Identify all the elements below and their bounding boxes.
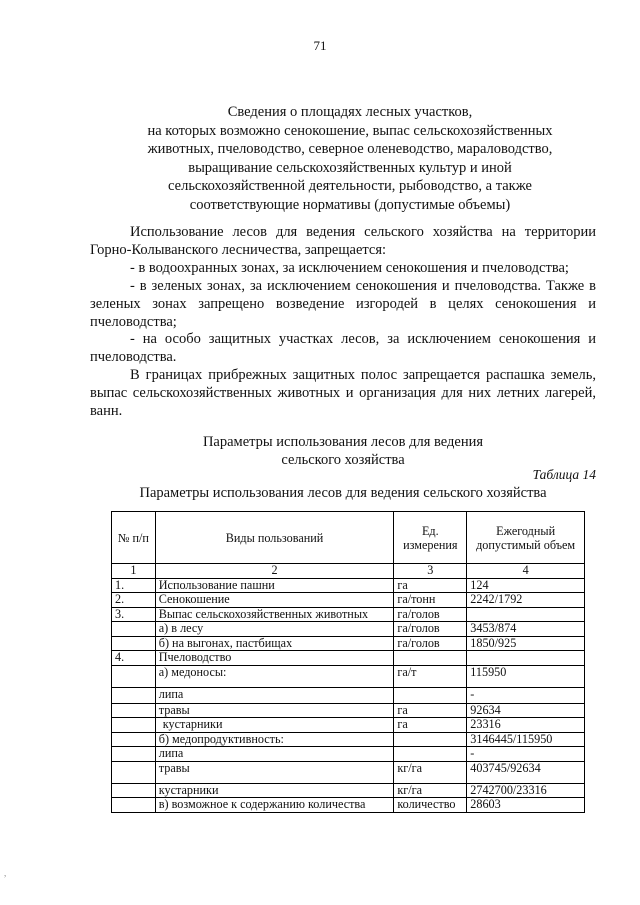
- heading-line: выращивание сельскохозяйственных культур и иной: [188, 159, 512, 176]
- section-title: [90, 433, 596, 470]
- cell-unit: га: [394, 578, 467, 593]
- cell-volume: 2742700/23316: [467, 783, 585, 798]
- cell-type: травы: [155, 761, 394, 783]
- table-row: [112, 636, 585, 651]
- cell-unit: га: [394, 718, 467, 733]
- cell-type: а) в лесу: [155, 622, 394, 637]
- cell-unit: га/голов: [394, 636, 467, 651]
- paragraph: - в зеленых зонах, за исключением сенокошения и пчеловодства. Также в зеленых зонах запрещено возведение изгородей в целях сенокошения и пчеловодства;: [90, 277, 596, 330]
- body-text: [90, 224, 596, 421]
- section-title-line: сельского хозяйства: [281, 452, 405, 469]
- cell-volume: 3453/874: [467, 622, 585, 637]
- cell-num: [112, 798, 156, 813]
- header-number: № п/п: [112, 512, 156, 564]
- cell-volume: 3146445/115950: [467, 732, 585, 747]
- table-row: [112, 607, 585, 622]
- table-row: [112, 578, 585, 593]
- heading-line: Сведения о площадях лесных участков,: [227, 104, 473, 120]
- paragraph: В границах прибрежных защитных полос запрещается распашка земель, выпас сельскохозяйственных животных и организация для них летних лагерей, ванн.: [90, 367, 596, 420]
- cell-type: липа: [155, 687, 394, 703]
- page-number: 71: [313, 38, 327, 53]
- table-row: [112, 718, 585, 733]
- cell-unit: [394, 651, 467, 666]
- cell-unit: [394, 732, 467, 747]
- table-row: [112, 651, 585, 666]
- margin-mark: ,: [4, 868, 7, 878]
- table-row: [112, 665, 585, 687]
- cell-type: Использование пашни: [155, 578, 394, 593]
- cell-type: Пчеловодство: [155, 651, 394, 666]
- table-row: [112, 747, 585, 762]
- cell-unit: га/голов: [394, 622, 467, 637]
- cell-num: [112, 732, 156, 747]
- cell-type: б) на выгонах, пастбищах: [155, 636, 394, 651]
- cell-volume: [467, 607, 585, 622]
- paragraph: - на особо защитных участках лесов, за исключением сенокошения и пчеловодства.: [90, 331, 596, 366]
- paragraph: Использование лесов для ведения сельского хозяйства на территории Горно-Колыванского лесничества, запрещается:: [90, 224, 596, 258]
- index-cell: 4: [467, 564, 585, 579]
- index-cell: 2: [155, 564, 394, 579]
- cell-volume: 124: [467, 578, 585, 593]
- cell-unit: кг/га: [394, 783, 467, 798]
- cell-num: [112, 718, 156, 733]
- table-row: [112, 761, 585, 783]
- heading-line: на которых возможно сенокошение, выпас сельскохозяйственных: [147, 122, 553, 139]
- cell-type: травы: [155, 703, 394, 718]
- heading-line: соответствующие нормативы (допустимые объемы): [189, 196, 511, 213]
- cell-num: 1.: [112, 578, 156, 593]
- cell-unit: количество: [394, 798, 467, 813]
- cell-num: [112, 747, 156, 762]
- header-volume: Ежегодный допустимый объем: [467, 512, 585, 564]
- cell-volume: 2242/1792: [467, 593, 585, 608]
- cell-type: кустарники: [155, 718, 394, 733]
- cell-num: [112, 622, 156, 637]
- cell-volume: 403745/92634: [467, 761, 585, 783]
- document-heading: [90, 103, 610, 215]
- paragraph: - в водоохранных зонах, за исключением сенокошения и пчеловодства;: [130, 259, 569, 276]
- cell-unit: кг/га: [394, 761, 467, 783]
- cell-num: 3.: [112, 607, 156, 622]
- cell-type: кустарники: [155, 783, 394, 798]
- cell-num: [112, 636, 156, 651]
- cell-volume: 23316: [467, 718, 585, 733]
- cell-num: [112, 665, 156, 687]
- cell-type: в) возможное к содержанию количества: [155, 798, 394, 813]
- parameters-table: [111, 511, 585, 813]
- table-row: [112, 622, 585, 637]
- index-cell: 1: [112, 564, 156, 579]
- cell-volume: 1850/925: [467, 636, 585, 651]
- cell-type: Сенокошение: [155, 593, 394, 608]
- cell-type: а) медоносы:: [155, 665, 394, 687]
- index-cell: 3: [394, 564, 467, 579]
- cell-volume: 28603: [467, 798, 585, 813]
- cell-volume: 92634: [467, 703, 585, 718]
- cell-num: 4.: [112, 651, 156, 666]
- cell-unit: га/тонн: [394, 593, 467, 608]
- header-type: Виды пользований: [155, 512, 394, 564]
- cell-type: липа: [155, 747, 394, 762]
- cell-unit: га: [394, 703, 467, 718]
- cell-volume: 115950: [467, 665, 585, 687]
- cell-type: Выпас сельскохозяйственных животных: [155, 607, 394, 622]
- table-row: [112, 687, 585, 703]
- section-title-line: Параметры использования лесов для ведения: [202, 434, 484, 450]
- table-row: [112, 593, 585, 608]
- cell-num: [112, 783, 156, 798]
- cell-num: [112, 761, 156, 783]
- heading-line: сельскохозяйственной деятельности, рыбоводство, а также: [168, 178, 532, 195]
- cell-volume: -: [467, 687, 585, 703]
- cell-num: 2.: [112, 593, 156, 608]
- cell-volume: -: [467, 747, 585, 762]
- table-row: [112, 783, 585, 798]
- table-row: [112, 732, 585, 747]
- table-label: Таблица 14: [532, 467, 596, 482]
- table-row: [112, 703, 585, 718]
- cell-unit: га/т: [394, 665, 467, 687]
- cell-type: б) медопродуктивность:: [155, 732, 394, 747]
- cell-num: [112, 687, 156, 703]
- heading-line: животных, пчеловодство, северное оленеводство, мараловодство,: [147, 141, 553, 158]
- cell-unit: [394, 687, 467, 703]
- cell-unit: га/голов: [394, 607, 467, 622]
- cell-num: [112, 703, 156, 718]
- cell-volume: [467, 651, 585, 666]
- table-caption: Параметры использования лесов для ведения сельского хозяйства: [139, 485, 547, 501]
- cell-unit: [394, 747, 467, 762]
- table-row: [112, 798, 585, 813]
- header-unit: Ед. измерения: [394, 512, 467, 564]
